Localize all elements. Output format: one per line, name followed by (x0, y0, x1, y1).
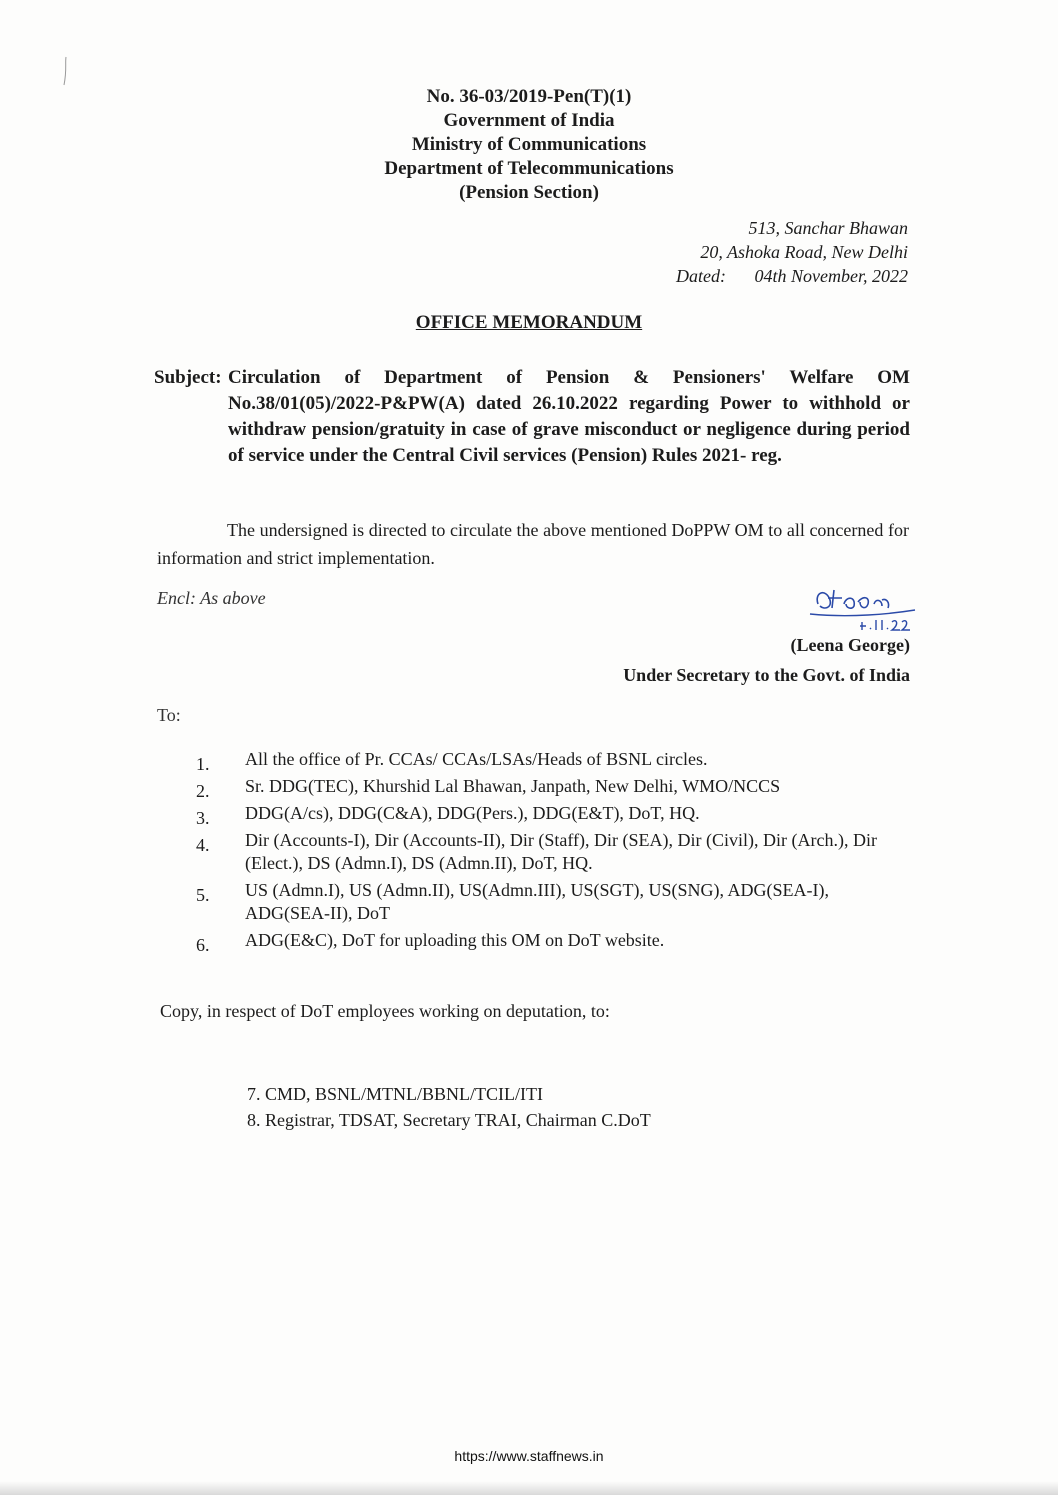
stray-pen-mark (62, 56, 68, 86)
list-item (180, 929, 910, 955)
footer-url[interactable]: https://www.staffnews.in (454, 1448, 604, 1464)
address-block (676, 216, 908, 288)
recipient-list (180, 748, 910, 956)
list-item (180, 879, 910, 925)
item-text: US (Admn.I), US (Admn.II), US(Admn.III), US(SGT), US(SNG), ADG(SEA-I), ADG(SEA-II), DoT (245, 880, 829, 923)
ministry-name: Ministry of Communications (411, 134, 647, 155)
item-number: 3. (196, 808, 210, 828)
address-line-1: 513, Sanchar Bhawan (748, 218, 908, 238)
subject-text: Circulation of Department of Pension & Pensioners' Welfare OM No.38/01(05)/2022-P&PW(A) dated 26.10.2022 regarding Power to withhold or withdraw pension/gratuity in case of grave misconduct or negligence during period of service under the Central Civil services (Pension) Rules 2021- reg. (228, 367, 910, 466)
enclosure-note: Encl: As above (157, 588, 266, 608)
list-item: 8. Registrar, TDSAT, Secretary TRAI, Chairman C.DoT (247, 1110, 651, 1130)
signatory-name: (Leena George) (790, 635, 910, 655)
list-item (180, 775, 910, 801)
item-number: 2. (196, 781, 210, 801)
list-item: 7. CMD, BSNL/MTNL/BBNL/TCIL/ITI (247, 1084, 543, 1104)
item-number: 6. (196, 935, 210, 955)
item-text: All the office of Pr. CCAs/ CCAs/LSAs/Heads of BSNL circles. (245, 749, 708, 769)
list-item (180, 802, 910, 828)
date-value: 04th November, 2022 (754, 266, 908, 286)
memo-title: OFFICE MEMORANDUM (415, 312, 643, 333)
government-name: Government of India (443, 110, 615, 131)
dated-label: Dated: (676, 266, 727, 286)
to-label: To: (157, 705, 181, 725)
item-number: 4. (196, 835, 210, 855)
department-name: Department of Telecommunications (384, 158, 674, 179)
item-text: Dir (Accounts-I), Dir (Accounts-II), Dir (Staff), Dir (SEA), Dir (Civil), Dir (Arch.), Dir (Elect.), DS (Admn.I), DS (Admn.II), DoT, HQ. (245, 830, 877, 873)
letterhead (0, 85, 1058, 205)
dated-line (676, 264, 908, 288)
handwritten-signature (790, 580, 930, 640)
list-item (180, 748, 910, 774)
copy-to-label: Copy, in respect of DoT employees working on deputation, to: (160, 1001, 610, 1021)
scan-edge-shadow (0, 1481, 1058, 1495)
deputation-recipient-list (247, 1081, 651, 1133)
item-number: 1. (196, 754, 210, 774)
body-paragraph: The undersigned is directed to circulate the above mentioned DoPPW OM to all concerned for information and strict implementation. (157, 520, 909, 568)
subject-block (154, 365, 910, 469)
list-item (180, 829, 910, 875)
item-text: Sr. DDG(TEC), Khurshid Lal Bhawan, Janpath, New Delhi, WMO/NCCS (245, 776, 781, 796)
item-number: 5. (196, 885, 210, 905)
item-text: ADG(E&C), DoT for uploading this OM on DoT website. (245, 930, 665, 950)
item-text: DDG(A/cs), DDG(C&A), DDG(Pers.), DDG(E&T), DoT, HQ. (245, 803, 700, 823)
file-number: No. 36-03/2019-Pen(T)(1) (426, 86, 632, 107)
section-name: (Pension Section) (459, 182, 599, 203)
subject-label: Subject: (154, 367, 222, 388)
signatory-designation: Under Secretary to the Govt. of India (623, 665, 910, 685)
address-line-2: 20, Ashoka Road, New Delhi (700, 242, 908, 262)
